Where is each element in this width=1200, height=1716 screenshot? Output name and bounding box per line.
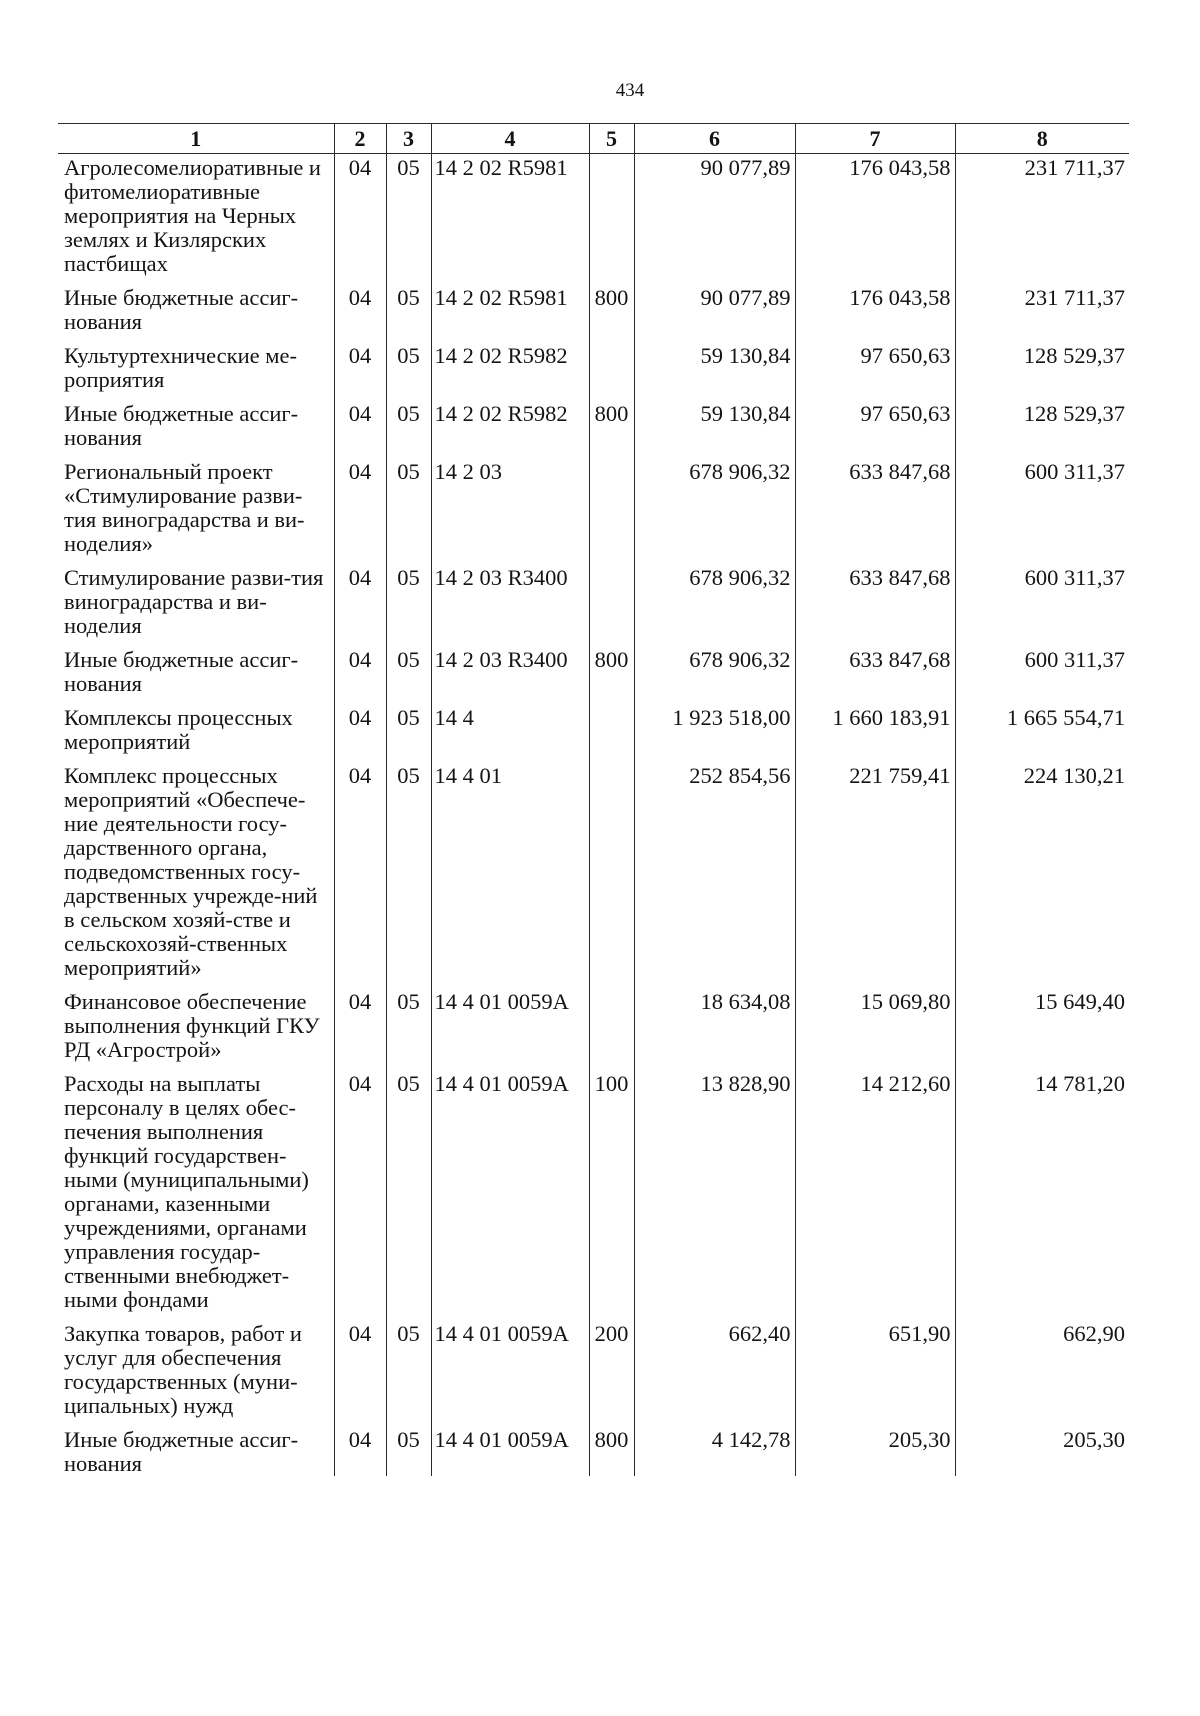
table-row bbox=[58, 564, 1129, 638]
spacer-cell bbox=[334, 754, 386, 762]
spacer-cell bbox=[589, 1312, 634, 1320]
cell-col5 bbox=[589, 564, 634, 638]
cell-col3: 05 bbox=[386, 1426, 431, 1476]
cell-col7: 633 847,68 bbox=[795, 646, 955, 696]
cell-col7: 1 660 183,91 bbox=[795, 704, 955, 754]
cell-col6: 1 923 518,00 bbox=[634, 704, 795, 754]
spacer-cell bbox=[955, 980, 1129, 988]
cell-col2: 04 bbox=[334, 1070, 386, 1312]
table-row bbox=[58, 458, 1129, 556]
spacer-cell bbox=[795, 392, 955, 400]
cell-col3: 05 bbox=[386, 762, 431, 980]
spacer-cell bbox=[386, 450, 431, 458]
spacer-cell bbox=[795, 754, 955, 762]
spacer-cell bbox=[589, 334, 634, 342]
cell-col7: 633 847,68 bbox=[795, 458, 955, 556]
cell-col2: 04 bbox=[334, 988, 386, 1062]
cell-col5 bbox=[589, 458, 634, 556]
row-name: Иные бюджетные ассиг-нования bbox=[64, 1427, 299, 1476]
cell-col8: 600 311,37 bbox=[955, 564, 1129, 638]
spacer-cell bbox=[386, 1418, 431, 1426]
spacer-cell bbox=[634, 980, 795, 988]
cell-col5 bbox=[589, 342, 634, 392]
row-name: Расходы на выплаты персоналу в целях обес-печения выполнения функций государствен-ными (муниципальными) органами, казенными учреждениями, органами управления государ-ственными внебюджет-ными фондами bbox=[64, 1071, 309, 1312]
cell-col7: 176 043,58 bbox=[795, 284, 955, 334]
cell-col3: 05 bbox=[386, 154, 431, 277]
spacer-cell bbox=[431, 638, 589, 646]
column-header-8: 8 bbox=[955, 124, 1129, 154]
cell-col6: 678 906,32 bbox=[634, 458, 795, 556]
cell-col4: 14 2 03 R3400 bbox=[431, 564, 589, 638]
cell-col3: 05 bbox=[386, 988, 431, 1062]
spacer-cell bbox=[386, 754, 431, 762]
cell-col2: 04 bbox=[334, 646, 386, 696]
cell-col7: 633 847,68 bbox=[795, 564, 955, 638]
row-name: Комплекс процессных мероприятий «Обеспече-ние деятельности госу-дарственного органа, подведомственных госу-дарственных учрежде-ний в сельском хозяй-стве и сельскохозяй-ственных мероприятий» bbox=[64, 763, 318, 980]
cell-col2: 04 bbox=[334, 400, 386, 450]
row-spacer bbox=[58, 754, 1129, 762]
cell-col4: 14 4 bbox=[431, 704, 589, 754]
spacer-cell bbox=[334, 1062, 386, 1070]
spacer-cell bbox=[334, 276, 386, 284]
row-name: Иные бюджетные ассиг-нования bbox=[64, 285, 299, 334]
cell-col7: 221 759,41 bbox=[795, 762, 955, 980]
row-spacer bbox=[58, 696, 1129, 704]
cell-col5: 800 bbox=[589, 284, 634, 334]
spacer-cell bbox=[431, 556, 589, 564]
cell-col8: 224 130,21 bbox=[955, 762, 1129, 980]
spacer-cell bbox=[795, 696, 955, 704]
spacer-cell bbox=[58, 1312, 334, 1320]
cell-col6: 13 828,90 bbox=[634, 1070, 795, 1312]
cell-col4: 14 2 03 bbox=[431, 458, 589, 556]
row-name: Региональный проект «Стимулирование разви-тия виноградарства и ви-ноделия» bbox=[64, 459, 305, 556]
cell-col5 bbox=[589, 762, 634, 980]
spacer-cell bbox=[58, 276, 334, 284]
table-header-row bbox=[58, 124, 1129, 154]
spacer-cell bbox=[589, 754, 634, 762]
cell-col8: 600 311,37 bbox=[955, 646, 1129, 696]
cell-col6: 90 077,89 bbox=[634, 284, 795, 334]
row-spacer bbox=[58, 450, 1129, 458]
table-row bbox=[58, 762, 1129, 980]
cell-col8: 231 711,37 bbox=[955, 154, 1129, 277]
table-row bbox=[58, 704, 1129, 754]
row-spacer bbox=[58, 638, 1129, 646]
spacer-cell bbox=[795, 276, 955, 284]
spacer-cell bbox=[589, 392, 634, 400]
spacer-cell bbox=[334, 556, 386, 564]
cell-col8: 1 665 554,71 bbox=[955, 704, 1129, 754]
cell-col6: 4 142,78 bbox=[634, 1426, 795, 1476]
spacer-cell bbox=[431, 1062, 589, 1070]
cell-col2: 04 bbox=[334, 762, 386, 980]
cell-col4: 14 2 02 R5982 bbox=[431, 400, 589, 450]
cell-col7: 651,90 bbox=[795, 1320, 955, 1418]
cell-col2: 04 bbox=[334, 1426, 386, 1476]
spacer-cell bbox=[431, 980, 589, 988]
spacer-cell bbox=[58, 638, 334, 646]
column-header-6: 6 bbox=[634, 124, 795, 154]
row-name: Комплексы процессных мероприятий bbox=[64, 705, 293, 754]
table-row bbox=[58, 1320, 1129, 1418]
cell-col4: 14 2 02 R5981 bbox=[431, 284, 589, 334]
spacer-cell bbox=[795, 638, 955, 646]
table-row bbox=[58, 154, 1129, 277]
spacer-cell bbox=[334, 696, 386, 704]
row-name: Культуртехнические ме-роприятия bbox=[64, 343, 297, 392]
cell-col6: 662,40 bbox=[634, 1320, 795, 1418]
cell-col2: 04 bbox=[334, 342, 386, 392]
spacer-cell bbox=[955, 1312, 1129, 1320]
spacer-cell bbox=[795, 1062, 955, 1070]
cell-col8: 15 649,40 bbox=[955, 988, 1129, 1062]
spacer-cell bbox=[589, 638, 634, 646]
cell-col5: 200 bbox=[589, 1320, 634, 1418]
spacer-cell bbox=[795, 1312, 955, 1320]
table-row bbox=[58, 400, 1129, 450]
cell-col4: 14 4 01 bbox=[431, 762, 589, 980]
spacer-cell bbox=[795, 980, 955, 988]
cell-col5 bbox=[589, 988, 634, 1062]
spacer-cell bbox=[955, 556, 1129, 564]
spacer-cell bbox=[431, 334, 589, 342]
cell-col8: 14 781,20 bbox=[955, 1070, 1129, 1312]
cell-col8: 600 311,37 bbox=[955, 458, 1129, 556]
spacer-cell bbox=[589, 1062, 634, 1070]
spacer-cell bbox=[58, 696, 334, 704]
row-spacer bbox=[58, 1418, 1129, 1426]
cell-col8: 128 529,37 bbox=[955, 342, 1129, 392]
spacer-cell bbox=[58, 450, 334, 458]
cell-col7: 176 043,58 bbox=[795, 154, 955, 277]
spacer-cell bbox=[795, 556, 955, 564]
cell-col6: 59 130,84 bbox=[634, 400, 795, 450]
cell-col7: 97 650,63 bbox=[795, 400, 955, 450]
spacer-cell bbox=[386, 1062, 431, 1070]
cell-col5 bbox=[589, 704, 634, 754]
row-spacer bbox=[58, 1312, 1129, 1320]
cell-col4: 14 4 01 0059А bbox=[431, 1426, 589, 1476]
spacer-cell bbox=[589, 980, 634, 988]
spacer-cell bbox=[634, 696, 795, 704]
cell-col2: 04 bbox=[334, 284, 386, 334]
spacer-cell bbox=[386, 276, 431, 284]
cell-col8: 662,90 bbox=[955, 1320, 1129, 1418]
spacer-cell bbox=[431, 392, 589, 400]
spacer-cell bbox=[386, 980, 431, 988]
row-spacer bbox=[58, 1062, 1129, 1070]
cell-col5: 100 bbox=[589, 1070, 634, 1312]
spacer-cell bbox=[955, 638, 1129, 646]
spacer-cell bbox=[634, 450, 795, 458]
cell-col4: 14 4 01 0059А bbox=[431, 1320, 589, 1418]
cell-col3: 05 bbox=[386, 646, 431, 696]
spacer-cell bbox=[58, 556, 334, 564]
cell-col3: 05 bbox=[386, 342, 431, 392]
cell-col6: 252 854,56 bbox=[634, 762, 795, 980]
spacer-cell bbox=[334, 980, 386, 988]
spacer-cell bbox=[334, 334, 386, 342]
spacer-cell bbox=[386, 392, 431, 400]
table-row bbox=[58, 988, 1129, 1062]
cell-col3: 05 bbox=[386, 1070, 431, 1312]
spacer-cell bbox=[634, 1418, 795, 1426]
spacer-cell bbox=[334, 392, 386, 400]
column-header-2: 2 bbox=[334, 124, 386, 154]
cell-col4: 14 2 02 R5981 bbox=[431, 154, 589, 277]
spacer-cell bbox=[589, 1418, 634, 1426]
row-spacer bbox=[58, 276, 1129, 284]
cell-col7: 205,30 bbox=[795, 1426, 955, 1476]
budget-table bbox=[58, 123, 1129, 1476]
spacer-cell bbox=[334, 1418, 386, 1426]
cell-col5 bbox=[589, 154, 634, 277]
spacer-cell bbox=[58, 334, 334, 342]
cell-col2: 04 bbox=[334, 1320, 386, 1418]
cell-col3: 05 bbox=[386, 458, 431, 556]
spacer-cell bbox=[795, 450, 955, 458]
spacer-cell bbox=[431, 1418, 589, 1426]
spacer-cell bbox=[58, 980, 334, 988]
table-body bbox=[58, 154, 1129, 1477]
spacer-cell bbox=[955, 696, 1129, 704]
spacer-cell bbox=[589, 450, 634, 458]
spacer-cell bbox=[431, 276, 589, 284]
cell-col4: 14 2 02 R5982 bbox=[431, 342, 589, 392]
table-row bbox=[58, 646, 1129, 696]
row-spacer bbox=[58, 334, 1129, 342]
cell-col7: 14 212,60 bbox=[795, 1070, 955, 1312]
spacer-cell bbox=[386, 556, 431, 564]
spacer-cell bbox=[634, 638, 795, 646]
spacer-cell bbox=[334, 638, 386, 646]
spacer-cell bbox=[795, 1418, 955, 1426]
cell-col6: 678 906,32 bbox=[634, 646, 795, 696]
cell-col6: 90 077,89 bbox=[634, 154, 795, 277]
table-row bbox=[58, 342, 1129, 392]
spacer-cell bbox=[955, 1418, 1129, 1426]
table-row bbox=[58, 1070, 1129, 1312]
spacer-cell bbox=[431, 1312, 589, 1320]
spacer-cell bbox=[386, 638, 431, 646]
column-header-5: 5 bbox=[589, 124, 634, 154]
cell-col6: 18 634,08 bbox=[634, 988, 795, 1062]
row-spacer bbox=[58, 556, 1129, 564]
cell-col6: 59 130,84 bbox=[634, 342, 795, 392]
cell-col3: 05 bbox=[386, 400, 431, 450]
cell-col2: 04 bbox=[334, 458, 386, 556]
cell-col8: 128 529,37 bbox=[955, 400, 1129, 450]
page-number: 434 bbox=[615, 80, 645, 101]
cell-col4: 14 4 01 0059А bbox=[431, 1070, 589, 1312]
row-spacer bbox=[58, 980, 1129, 988]
cell-col5: 800 bbox=[589, 1426, 634, 1476]
spacer-cell bbox=[955, 754, 1129, 762]
spacer-cell bbox=[955, 276, 1129, 284]
cell-col8: 205,30 bbox=[955, 1426, 1129, 1476]
spacer-cell bbox=[955, 450, 1129, 458]
cell-col8: 231 711,37 bbox=[955, 284, 1129, 334]
row-name: Иные бюджетные ассиг-нования bbox=[64, 647, 299, 696]
spacer-cell bbox=[795, 334, 955, 342]
spacer-cell bbox=[634, 276, 795, 284]
cell-col7: 97 650,63 bbox=[795, 342, 955, 392]
spacer-cell bbox=[334, 1312, 386, 1320]
row-spacer bbox=[58, 392, 1129, 400]
spacer-cell bbox=[634, 334, 795, 342]
table-row bbox=[58, 1426, 1129, 1476]
spacer-cell bbox=[386, 334, 431, 342]
spacer-cell bbox=[431, 754, 589, 762]
column-header-4: 4 bbox=[431, 124, 589, 154]
spacer-cell bbox=[589, 556, 634, 564]
spacer-cell bbox=[634, 1312, 795, 1320]
spacer-cell bbox=[955, 392, 1129, 400]
spacer-cell bbox=[58, 1062, 334, 1070]
spacer-cell bbox=[58, 392, 334, 400]
spacer-cell bbox=[634, 1062, 795, 1070]
spacer-cell bbox=[58, 1418, 334, 1426]
spacer-cell bbox=[589, 276, 634, 284]
row-name: Стимулирование разви-тия виноградарства и ви-ноделия bbox=[64, 565, 324, 638]
column-header-7: 7 bbox=[795, 124, 955, 154]
cell-col2: 04 bbox=[334, 564, 386, 638]
cell-col2: 04 bbox=[334, 704, 386, 754]
table-row bbox=[58, 284, 1129, 334]
cell-col4: 14 2 03 R3400 bbox=[431, 646, 589, 696]
row-name: Иные бюджетные ассиг-нования bbox=[64, 401, 299, 450]
cell-col3: 05 bbox=[386, 1320, 431, 1418]
column-header-1: 1 bbox=[58, 124, 334, 154]
spacer-cell bbox=[334, 450, 386, 458]
cell-col5: 800 bbox=[589, 400, 634, 450]
column-header-3: 3 bbox=[386, 124, 431, 154]
cell-col3: 05 bbox=[386, 564, 431, 638]
spacer-cell bbox=[634, 754, 795, 762]
cell-col5: 800 bbox=[589, 646, 634, 696]
spacer-cell bbox=[589, 696, 634, 704]
spacer-cell bbox=[634, 392, 795, 400]
cell-col3: 05 bbox=[386, 704, 431, 754]
spacer-cell bbox=[386, 1312, 431, 1320]
row-name: Финансовое обеспечение выполнения функций ГКУ РД «Агрострой» bbox=[64, 989, 320, 1062]
spacer-cell bbox=[431, 450, 589, 458]
spacer-cell bbox=[58, 754, 334, 762]
cell-col6: 678 906,32 bbox=[634, 564, 795, 638]
spacer-cell bbox=[634, 556, 795, 564]
cell-col3: 05 bbox=[386, 284, 431, 334]
spacer-cell bbox=[955, 1062, 1129, 1070]
cell-col2: 04 bbox=[334, 154, 386, 277]
spacer-cell bbox=[386, 696, 431, 704]
spacer-cell bbox=[431, 696, 589, 704]
row-name: Закупка товаров, работ и услуг для обеспечения государственных (муни-ципальных) нужд bbox=[64, 1321, 302, 1418]
row-name: Агролесомелиоративные и фитомелиоративные мероприятия на Черных землях и Кизлярских пастбищах bbox=[64, 155, 321, 276]
spacer-cell bbox=[955, 334, 1129, 342]
cell-col4: 14 4 01 0059А bbox=[431, 988, 589, 1062]
cell-col7: 15 069,80 bbox=[795, 988, 955, 1062]
